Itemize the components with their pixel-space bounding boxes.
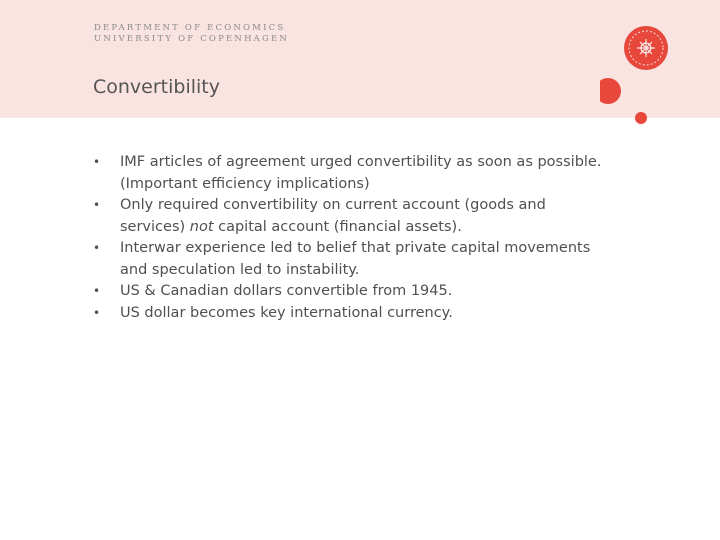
bullet-icon: • — [93, 155, 101, 169]
list-item-text: US & Canadian dollars convertible from 1945. — [120, 283, 453, 299]
list-item — [88, 152, 608, 195]
bullet-icon: • — [93, 305, 101, 320]
department-name: DEPARTMENT OF ECONOMICS — [94, 23, 286, 33]
university-wordmark — [94, 23, 289, 45]
university-seal-logo — [600, 18, 672, 128]
list-item-text: Only required convertibility on current account (goods and services) not capital account (financial assets). — [120, 197, 546, 235]
bullet-list — [88, 152, 608, 324]
seal-dot-large — [600, 78, 621, 104]
list-item — [88, 281, 608, 303]
seal-dot-small — [635, 112, 647, 124]
list-item-text: IMF articles of agreement urged convertibility as soon as possible. (Important efficiency implications) — [120, 154, 602, 192]
emphasis-text: not — [189, 218, 214, 235]
list-item-text: Interwar experience led to belief that private capital movements and speculation led to instability. — [120, 240, 591, 278]
bullet-icon: • — [93, 284, 101, 298]
slide-title: Convertibility — [93, 76, 220, 98]
list-item — [88, 238, 608, 281]
list-item-text: US dollar becomes key international currency. — [120, 304, 453, 321]
university-name: UNIVERSITY OF COPENHAGEN — [94, 34, 290, 44]
bullet-icon: • — [93, 198, 101, 212]
list-item — [88, 195, 608, 238]
bullet-icon: • — [93, 241, 101, 255]
list-item — [88, 303, 608, 325]
